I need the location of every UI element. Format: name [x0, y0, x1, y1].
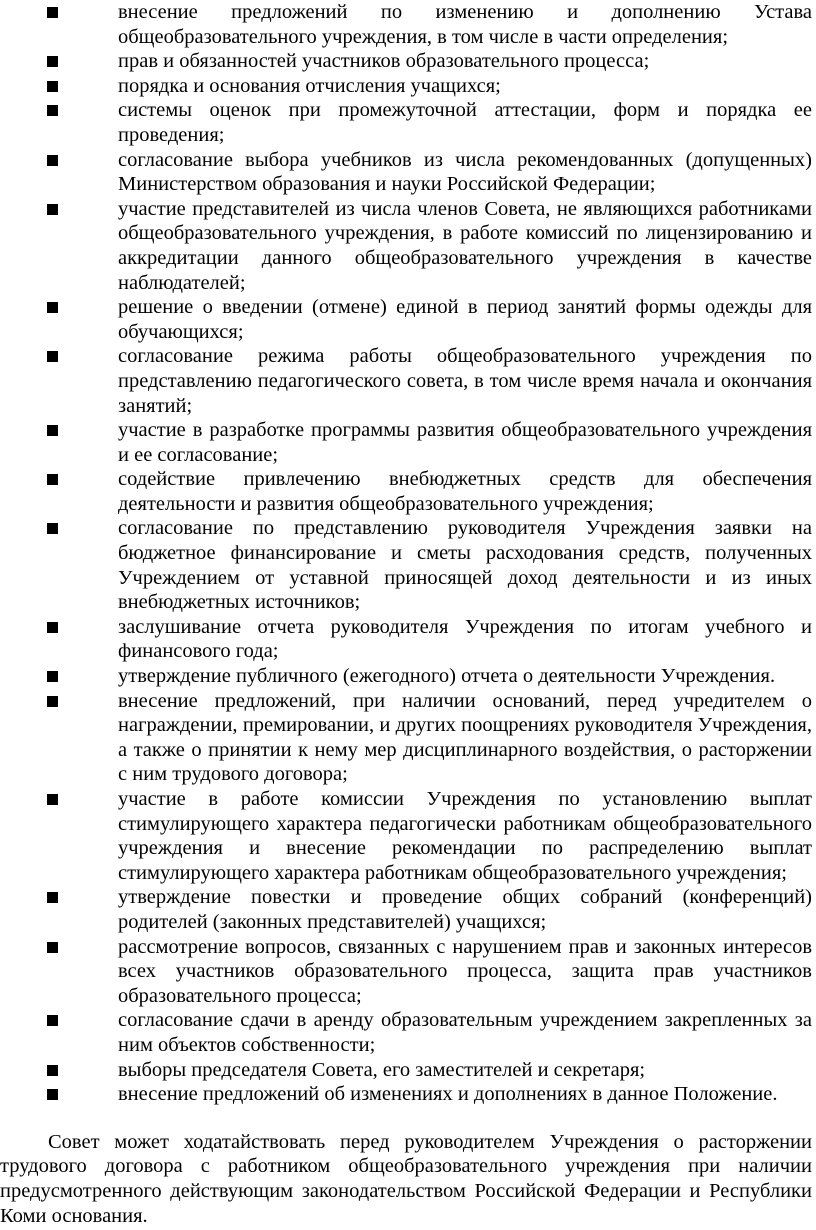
list-item: [0, 689, 816, 787]
list-item: [0, 148, 816, 197]
list-item: [0, 295, 816, 344]
square-bullet-icon: [47, 7, 58, 18]
list-item-text: внесение предложений об изменениях и дополнениях в данное Положение.: [118, 1083, 778, 1106]
list-item-text: решение о введении (отмене) единой в период занятий формы одежды для обучающихся;: [118, 296, 812, 343]
list-item-text: участие в разработке программы развития общеобразовательного учреждения и ее согласование;: [118, 419, 812, 466]
list-item-text: участие представителей из числа членов Совета, не являющихся работниками общеобразовательного учреждения, в работе комиссий по лицензированию и аккредитации данного общеобразовательного учреждения в качестве наблюдателей;: [118, 197, 812, 294]
list-item-text: согласование режима работы общеобразовательного учреждения по представлению педагогического совета, в том числе время начала и окончания занятий;: [118, 345, 812, 417]
list-item-text: содействие привлечению внебюджетных средств для обеспечения деятельности и развития общеобразовательного учреждения;: [118, 468, 812, 515]
square-bullet-icon: [47, 1065, 58, 1076]
square-bullet-icon: [47, 204, 58, 215]
square-bullet-icon: [47, 794, 58, 805]
list-item: [0, 787, 816, 885]
list-item-text: внесение предложений по изменению и дополнению Устава общеобразовательного учреждения, в том числе в части определения;: [118, 1, 812, 48]
list-item-text: согласование сдачи в аренду образовательным учреждением закрепленных за ним объектов собственности;: [118, 1009, 812, 1056]
list-item: [0, 885, 816, 934]
square-bullet-icon: [47, 523, 58, 534]
list-item-text: заслушивание отчета руководителя Учреждения по итогам учебного и финансового года;: [118, 615, 812, 663]
list-item: [0, 1058, 816, 1083]
list-item-text: внесение предложений, при наличии оснований, перед учредителем о награждении, премировании, и других поощрениях руководителя Учреждения, а также о принятии к нему мер дисциплинарного воздействия, о расторжении с ним трудового договора;: [118, 689, 812, 786]
square-bullet-icon: [47, 671, 58, 682]
list-item-text: системы оценок при промежуточной аттестации, форм и порядка ее проведения;: [118, 99, 812, 146]
list-item: [0, 1008, 816, 1057]
square-bullet-icon: [47, 1089, 58, 1100]
square-bullet-icon: [47, 105, 58, 116]
list-item-text: утверждение публичного (ежегодного) отчета о деятельности Учреждения.: [118, 665, 776, 688]
list-item: [0, 74, 816, 99]
body-paragraph: Совет может ходатайствовать перед руководителем Учреждения о расторжении трудового договора с работником общеобразовательного учреждения при наличии предусмотренного действующим законодательством Российской Федерации и Республики Коми основания.: [0, 1130, 812, 1227]
list-item: [0, 0, 816, 49]
square-bullet-icon: [47, 155, 58, 166]
list-item: [0, 935, 816, 1009]
list-item-text: рассмотрение вопросов, связанных с нарушением прав и законных интересов всех участников образовательного процесса, защита прав участников образовательного процесса;: [118, 935, 812, 1007]
list-item-text: порядка и основания отчисления учащихся;: [118, 74, 501, 97]
list-item-text: утверждение повестки и проведение общих собраний (конференций) родителей (законных представителей) учащихся;: [118, 886, 812, 933]
square-bullet-icon: [47, 351, 58, 362]
list-item: [0, 467, 816, 516]
square-bullet-icon: [47, 81, 58, 92]
list-item: [0, 615, 816, 664]
list-item: [0, 516, 816, 614]
list-item: [0, 344, 816, 418]
list-item-text: участие в работе комиссии Учреждения по установлению выплат стимулирующего характера педагогически работникам общеобразовательного учреждения и внесение рекомендации по распределению выплат стимулирующего характера работникам общеобразовательного учреждения;: [118, 788, 812, 884]
square-bullet-icon: [47, 942, 58, 953]
list-item-text: согласование по представлению руководителя Учреждения заявки на бюджетное финансирование и сметы расходования средств, полученных Учреждением от уставной приносящей доход деятельности и из иных внебюджетных источников;: [118, 517, 812, 614]
square-bullet-icon: [47, 622, 58, 633]
list-item: [0, 197, 816, 295]
list-item-text: выборы председателя Совета, его заместителей и секретаря;: [118, 1058, 646, 1081]
square-bullet-icon: [47, 56, 58, 67]
square-bullet-icon: [47, 474, 58, 485]
list-item: [0, 664, 816, 689]
list-item-text: прав и обязанностей участников образовательного процесса;: [118, 50, 650, 73]
list-item: [0, 98, 816, 147]
list-item: [0, 418, 816, 467]
list-item: [0, 1082, 816, 1107]
list-item: [0, 49, 816, 74]
square-bullet-icon: [47, 425, 58, 436]
square-bullet-icon: [47, 892, 58, 903]
square-bullet-icon: [47, 696, 58, 707]
list-item-text: согласование выбора учебников из числа рекомендованных (допущенных) Министерством образования и науки Российской Федерации;: [118, 148, 812, 196]
square-bullet-icon: [47, 302, 58, 313]
square-bullet-icon: [47, 1015, 58, 1026]
